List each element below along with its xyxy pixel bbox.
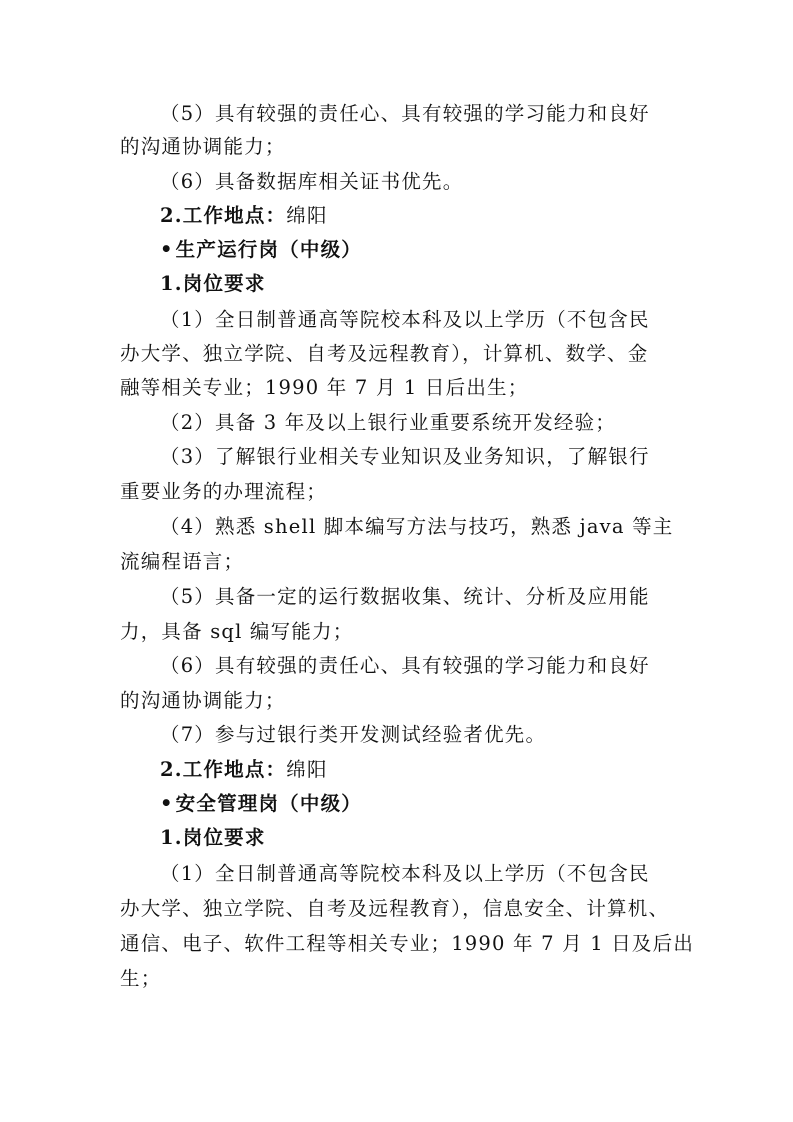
prod-req-4-line-2: 流编程语言； [120, 550, 245, 573]
prod-req-5-line-1: （5）具备一定的运行数据收集、统计、分析及应用能 [160, 585, 650, 608]
prod-req-7-line: （7）参与过银行类开发测试经验者优先。 [160, 723, 547, 746]
requirement-6-line: （6）具备数据库相关证书优先。 [160, 170, 464, 193]
sec-req-1-line-2: 办大学、独立学院、自考及远程教育），信息安全、计算机、 [120, 897, 670, 920]
work-location-label: 2.工作地点： [160, 204, 287, 227]
bullet-icon: • [160, 238, 174, 261]
prod-req-3-line-2: 重要业务的办理流程； [120, 480, 328, 503]
section-heading-security [160, 788, 720, 820]
sec-req-1-line-4: 生； [120, 967, 162, 990]
section-heading-production [160, 234, 720, 266]
work-location-value: 绵阳 [286, 758, 328, 781]
prod-req-5-line-2: 力，具备 sql 编写能力； [120, 620, 354, 643]
prod-req-2-line: （2）具备 3 年及以上银行业重要系统开发经验； [160, 411, 617, 434]
sec-req-1-line-1: （1）全日制普通高等院校本科及以上学历（不包含民 [160, 862, 650, 885]
bullet-icon: • [160, 792, 174, 815]
sec-req-1-line-3: 通信、电子、软件工程等相关专业；1990 年 7 月 1 日及后出 [120, 932, 695, 955]
requirement-5-line-2: 的沟通协调能力； [120, 135, 286, 158]
work-location-line [160, 200, 720, 232]
section-title-security: 安全管理岗（中级） [175, 792, 362, 815]
prod-req-4-line-1: （4）熟悉 shell 脚本编写方法与技巧，熟悉 java 等主 [160, 515, 674, 538]
section-title-production: 生产运行岗（中级） [175, 238, 362, 261]
prod-req-1-line-2: 办大学、独立学院、自考及远程教育），计算机、数学、金 [120, 342, 649, 365]
prod-req-6-line-2: 的沟通协调能力； [120, 689, 286, 712]
requirement-5-line-1: （5）具有较强的责任心、具有较强的学习能力和良好 [160, 102, 650, 125]
subheading-requirements: 1.岗位要求 [160, 272, 266, 295]
prod-req-1-line-1: （1）全日制普通高等院校本科及以上学历（不包含民 [160, 308, 650, 331]
prod-req-6-line-1: （6）具有较强的责任心、具有较强的学习能力和良好 [160, 654, 650, 677]
work-location-label: 2.工作地点： [160, 758, 287, 781]
work-location-line-2 [160, 754, 720, 786]
subheading-requirements-2: 1.岗位要求 [160, 826, 266, 849]
work-location-value: 绵阳 [286, 204, 328, 227]
prod-req-3-line-1: （3）了解银行业相关专业知识及业务知识，了解银行 [160, 445, 650, 468]
prod-req-1-line-3: 融等相关专业；1990 年 7 月 1 日后出生； [120, 376, 529, 399]
